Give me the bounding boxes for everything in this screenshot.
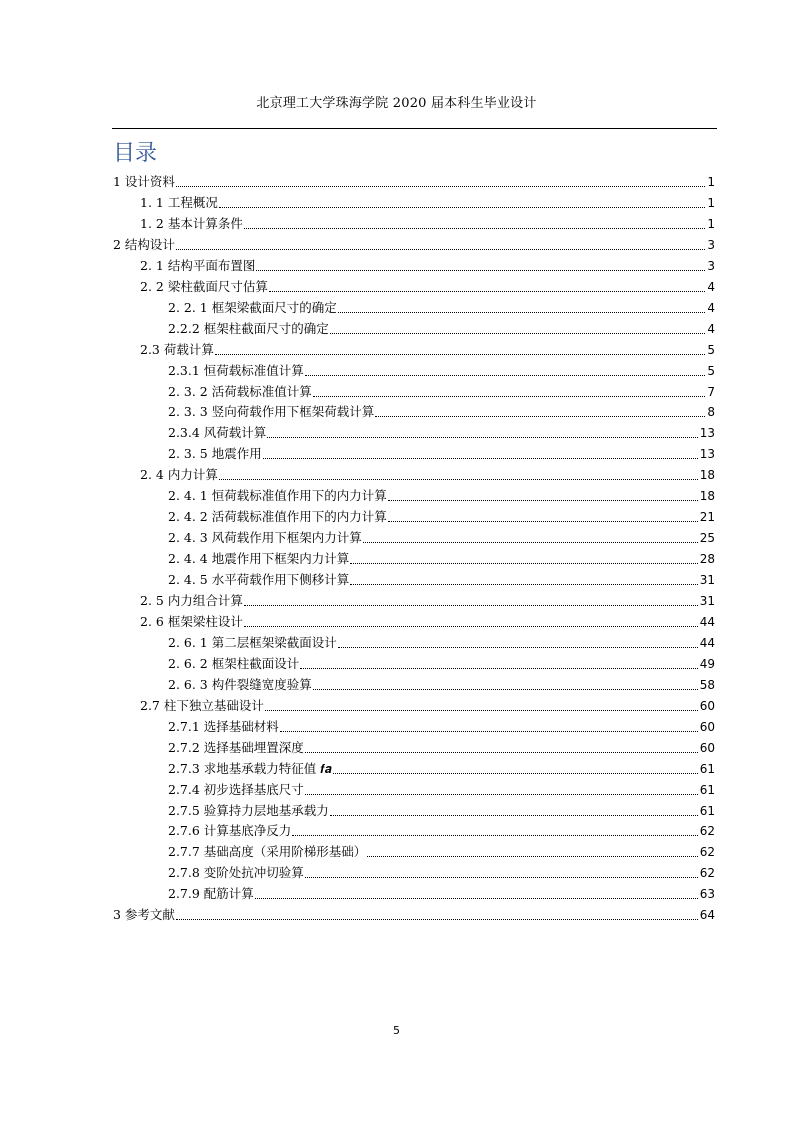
toc-entry[interactable] xyxy=(113,905,715,925)
toc-entry-page: 62 xyxy=(699,824,715,839)
toc-dot-leader xyxy=(330,815,698,816)
toc-entry[interactable] xyxy=(168,863,715,883)
toc-dot-leader xyxy=(176,249,705,250)
toc-entry-page: 44 xyxy=(699,635,715,650)
toc-entry[interactable] xyxy=(140,465,715,485)
toc-entry-label: 2. 6. 3 构件裂缝宽度验算 xyxy=(168,676,312,692)
toc-entry-label: 2.3.1 恒荷载标准值计算 xyxy=(168,362,304,378)
page-header: 北京理工大学珠海学院 2020 届本科生毕业设计 xyxy=(256,96,537,111)
toc-dot-leader xyxy=(350,584,697,585)
toc-dot-leader xyxy=(313,689,698,690)
toc-entry-label: 2. 4. 4 地震作用下框架内力计算 xyxy=(168,551,350,567)
toc-entry-label: 2. 1 结构平面布置图 xyxy=(140,257,256,273)
toc-entry-label: 2. 3. 3 竖向荷载作用下框架荷载计算 xyxy=(168,404,375,420)
toc-entry-page: 58 xyxy=(699,677,715,692)
toc-entry-label: 2.7.9 配筋计算 xyxy=(168,886,254,902)
toc-entry-label: 2.3.4 风荷载计算 xyxy=(168,425,267,441)
toc-dot-leader xyxy=(176,186,705,187)
toc-entry-label: 2. 6. 1 第二层框架梁截面设计 xyxy=(168,634,337,650)
toc-entry-label: 2.3 荷载计算 xyxy=(140,341,214,357)
toc-entry-label: 1. 2 基本计算条件 xyxy=(140,215,243,231)
toc-entry-label: 2.2.2 框架柱截面尺寸的确定 xyxy=(168,320,329,336)
toc-dot-leader xyxy=(263,458,698,459)
toc-entry-label: 2. 3. 5 地震作用 xyxy=(168,446,262,462)
toc-entry[interactable] xyxy=(168,738,715,758)
toc-entry[interactable] xyxy=(168,717,715,737)
toc-entry[interactable] xyxy=(168,382,715,402)
toc-entry[interactable] xyxy=(140,256,715,276)
toc-entry-label: 2.7.6 计算基底净反力 xyxy=(168,823,292,839)
toc-entry-page: 61 xyxy=(699,782,715,797)
toc-dot-leader xyxy=(244,626,698,627)
header-divider xyxy=(112,128,717,129)
toc-entry-page: 49 xyxy=(699,656,715,671)
toc-entry[interactable] xyxy=(168,507,715,527)
toc-entry[interactable] xyxy=(168,570,715,590)
toc-dot-leader xyxy=(388,521,698,522)
toc-entry-page: 18 xyxy=(699,489,715,504)
toc-entry[interactable] xyxy=(140,612,715,632)
toc-entry[interactable] xyxy=(168,528,715,548)
toc-entry-label: 2. 3. 2 活荷载标准值计算 xyxy=(168,383,312,399)
toc-dot-leader xyxy=(265,710,698,711)
toc-entry[interactable] xyxy=(168,549,715,569)
toc-entry-page: 60 xyxy=(699,719,715,734)
toc-entry[interactable] xyxy=(168,675,715,695)
toc-entry-page: 18 xyxy=(699,468,715,483)
toc-entry-label: 2.7.8 变阶处抗冲切验算 xyxy=(168,865,304,881)
toc-entry-page: 13 xyxy=(699,426,715,441)
toc-dot-leader xyxy=(244,605,698,606)
toc-entry-label: 2.7.4 初步选择基底尺寸 xyxy=(168,781,304,797)
toc-entry-label: 2.7.2 选择基础埋置深度 xyxy=(168,739,304,755)
toc-entry-label: 3 参考文献 xyxy=(113,907,175,923)
toc-entry-label: 2 结构设计 xyxy=(113,236,175,252)
toc-entry-page: 1 xyxy=(707,216,715,231)
toc-dot-leader xyxy=(280,731,698,732)
toc-entry-page: 60 xyxy=(699,740,715,755)
toc-entry-page: 64 xyxy=(699,908,715,923)
toc-entry[interactable] xyxy=(168,319,715,339)
toc-entry[interactable] xyxy=(168,423,715,443)
toc-entry-label: 2.7.5 验算持力层地基承载力 xyxy=(168,802,329,818)
toc-entry-label: 1 设计资料 xyxy=(113,174,175,189)
toc-entry-label: 2. 2. 1 框架梁截面尺寸的确定 xyxy=(168,299,337,315)
toc-entry-page: 3 xyxy=(707,258,715,273)
toc-dot-leader xyxy=(338,312,706,313)
toc-entry-page: 61 xyxy=(699,803,715,818)
toc-dot-leader xyxy=(313,396,706,397)
toc-entry-label: 2.7 柱下独立基础设计 xyxy=(140,697,264,713)
toc-entry-label: 2. 6. 2 框架柱截面设计 xyxy=(168,655,300,671)
toc-entry[interactable] xyxy=(168,780,715,800)
toc-dot-leader xyxy=(388,500,698,501)
toc-entry[interactable] xyxy=(168,759,715,779)
toc-dot-leader xyxy=(267,437,697,438)
toc-entry-page: 60 xyxy=(699,698,715,713)
toc-entry-page: 5 xyxy=(707,342,715,357)
toc-entry[interactable] xyxy=(168,633,715,653)
toc-dot-leader xyxy=(375,416,705,417)
toc-entry-page: 61 xyxy=(699,761,715,776)
toc-entry[interactable] xyxy=(113,235,715,255)
toc-entry-label: 2.7.3 求地基承载力特征值 𝒇𝒂 xyxy=(168,760,332,776)
toc-dot-leader xyxy=(255,898,698,899)
toc-entry[interactable] xyxy=(140,696,715,716)
toc-entry-page: 7 xyxy=(707,384,715,399)
toc-entry[interactable] xyxy=(168,361,715,381)
toc-entry[interactable] xyxy=(168,486,715,506)
toc-dot-leader xyxy=(256,270,705,271)
toc-entry-page: 4 xyxy=(707,279,715,294)
toc-entry-page: 21 xyxy=(699,510,715,525)
toc-entry-page: 31 xyxy=(699,573,715,588)
toc-entry[interactable] xyxy=(168,402,715,422)
toc-entry-label: 1. 1 工程概况 xyxy=(140,194,218,210)
toc-entry-label: 2. 4 内力计算 xyxy=(140,467,218,483)
toc-entry-page: 1 xyxy=(707,195,715,210)
toc-entry-label: 2. 6 框架梁柱设计 xyxy=(140,613,243,629)
toc-title: 目录 xyxy=(113,141,158,166)
toc-entry-label: 2.7.7 基础高度（采用阶梯形基础） xyxy=(168,844,367,860)
toc-dot-leader xyxy=(363,542,698,543)
toc-entry-label: 2. 4. 3 风荷载作用下框架内力计算 xyxy=(168,530,362,546)
toc-entry-page: 44 xyxy=(699,614,715,629)
toc-dot-leader xyxy=(338,647,698,648)
toc-entry[interactable] xyxy=(168,842,715,862)
toc-entry-page: 13 xyxy=(699,447,715,462)
toc-entry-page: 62 xyxy=(699,866,715,881)
toc-entry[interactable] xyxy=(168,884,715,904)
toc-entry-label: 2.7.1 选择基础材料 xyxy=(168,718,279,734)
toc-entry[interactable] xyxy=(140,591,715,611)
toc-entry-page: 4 xyxy=(707,321,715,336)
toc-entry-label: 2. 4. 1 恒荷载标准值作用下的内力计算 xyxy=(168,488,387,504)
toc-dot-leader xyxy=(305,752,698,753)
toc-entry-page: 5 xyxy=(707,363,715,378)
toc-dot-leader xyxy=(305,375,706,376)
toc-entry-page: 25 xyxy=(699,531,715,546)
toc-entry-page: 3 xyxy=(707,237,715,252)
page-number: 5 xyxy=(393,1024,400,1037)
toc-entry-page: 63 xyxy=(699,887,715,902)
toc-entry[interactable] xyxy=(168,654,715,674)
toc-entry-label: 2. 4. 5 水平荷载作用下侧移计算 xyxy=(168,572,350,588)
toc-entry[interactable] xyxy=(168,298,715,318)
toc-entry[interactable] xyxy=(168,821,715,841)
toc-dot-leader xyxy=(269,291,706,292)
toc-entry[interactable] xyxy=(168,801,715,821)
toc-dot-leader xyxy=(219,479,698,480)
toc-entry[interactable] xyxy=(113,172,715,192)
toc-entry[interactable] xyxy=(168,444,715,464)
toc-entry-page: 31 xyxy=(699,594,715,608)
toc-entry-label: 2. 4. 2 活荷载标准值作用下的内力计算 xyxy=(168,509,387,525)
toc-entry[interactable] xyxy=(140,193,715,213)
toc-dot-leader xyxy=(176,919,698,920)
toc-entry-page: 28 xyxy=(699,552,715,567)
toc-entry-page: 8 xyxy=(707,405,715,420)
toc-dot-leader xyxy=(330,333,706,334)
toc-dot-leader xyxy=(292,835,697,836)
toc-dot-leader xyxy=(333,773,698,774)
toc-entry-page: 4 xyxy=(707,300,715,315)
toc-entry-page: 62 xyxy=(699,845,715,860)
toc-entry-label: 2. 5 内力组合计算 xyxy=(140,593,243,608)
toc-dot-leader xyxy=(215,354,706,355)
toc-dot-leader xyxy=(305,877,698,878)
toc-entry[interactable] xyxy=(140,214,715,234)
toc-entry-label: 2. 2 梁柱截面尺寸估算 xyxy=(140,278,268,294)
toc-entry[interactable] xyxy=(140,340,715,360)
toc-dot-leader xyxy=(219,207,706,208)
toc-dot-leader xyxy=(244,228,706,229)
toc-dot-leader xyxy=(367,856,697,857)
toc-entry[interactable] xyxy=(140,277,715,297)
toc-dot-leader xyxy=(300,668,697,669)
toc-dot-leader xyxy=(350,563,697,564)
toc-entry-page: 1 xyxy=(707,175,715,189)
toc-dot-leader xyxy=(305,794,698,795)
